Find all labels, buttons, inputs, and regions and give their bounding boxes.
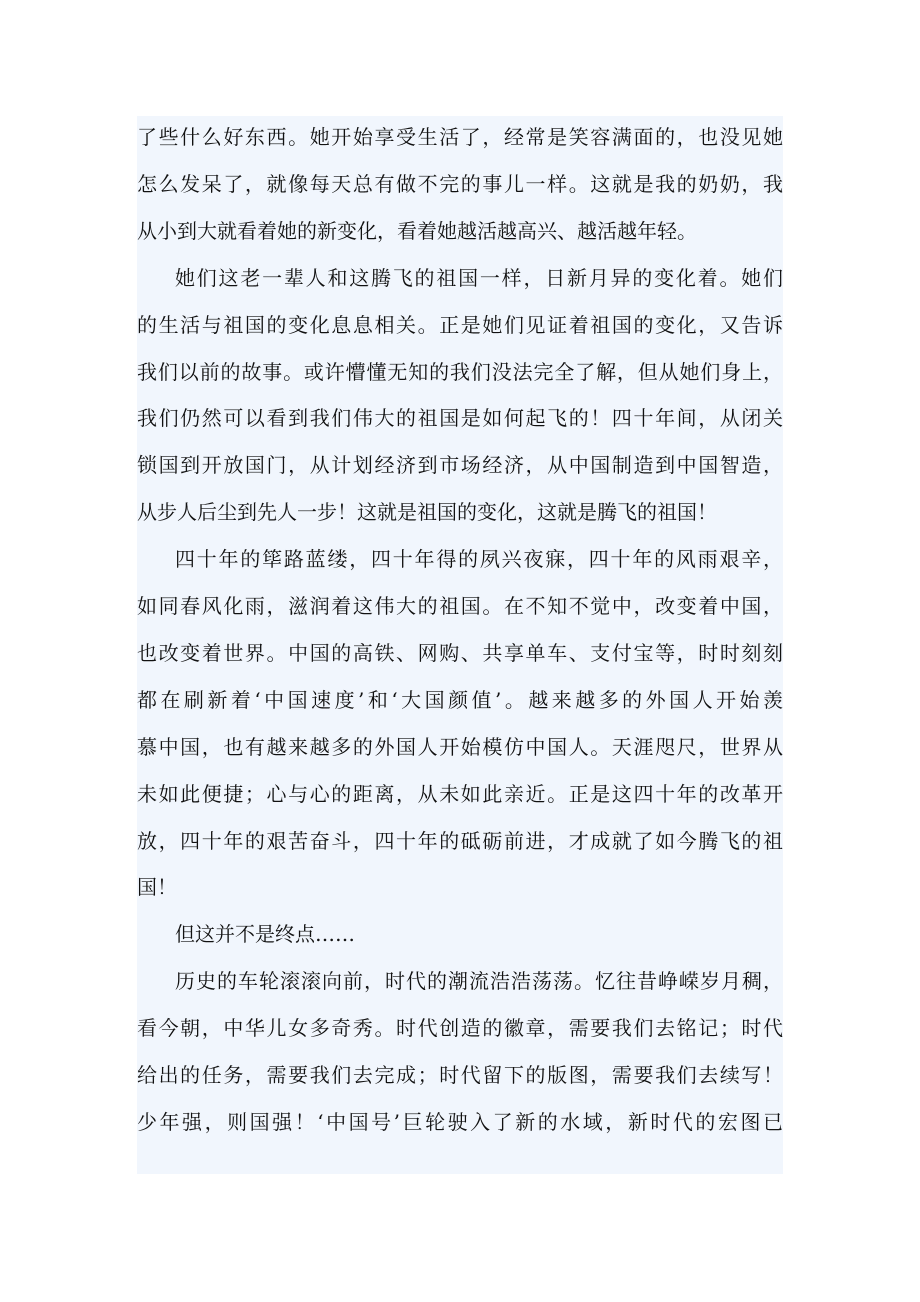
text-line: 从小到大就看着她的新变化，看着她越活越高兴、越活越年轻。	[137, 218, 697, 243]
text-line: 也改变着世界。中国的高铁、网购、共享单车、支付宝等，时时刻刻	[137, 640, 783, 665]
text-line: 国！	[137, 875, 177, 900]
text-line: 如同春风化雨，滋润着这伟大的祖国。在不知不觉中，改变着中国，	[137, 594, 783, 618]
text-line: 怎么发呆了，就像每天总有做不完的事儿一样。这就是我的奶奶，我	[137, 171, 783, 196]
text-line: 我们仍然可以看到我们伟大的祖国是如何起飞的！四十年间，从闭关	[137, 406, 783, 431]
text-line: 的生活与祖国的变化息息相关。正是她们见证着祖国的变化，又告诉	[137, 312, 783, 337]
text-line: 慕中国，也有越来越多的外国人开始模仿中国人。天涯咫尺，世界从	[137, 734, 783, 759]
text-line: 了些什么好东西。她开始享受生活了，经常是笑容满面的，也没见她	[137, 125, 783, 149]
text-line: 我们以前的故事。或许懵懂无知的我们没法完全了解，但从她们身上，	[137, 359, 783, 384]
text-line: 历史的车轮滚滚向前，时代的潮流浩浩荡荡。忆往昔峥嵘岁月稠，	[175, 969, 783, 994]
text-line: 都在刷新着‘中国速度’和‘大国颜值’。越来越多的外国人开始羡	[137, 687, 783, 712]
text-line: 给出的任务，需要我们去完成；时代留下的版图，需要我们去续写！	[137, 1063, 783, 1087]
text-line: 但这并不是终点……	[175, 922, 355, 947]
text-line: 放，四十年的艰苦奋斗，四十年的砥砺前进，才成就了如今腾飞的祖	[137, 828, 783, 853]
text-line: 锁国到开放国门，从计划经济到市场经济，从中国制造到中国智造，	[137, 453, 783, 478]
text-line: 她们这老一辈人和这腾飞的祖国一样，日新月异的变化着。她们	[175, 265, 783, 290]
body-text-block	[137, 116, 783, 1174]
text-line: 四十年的筚路蓝缕，四十年得的夙兴夜寐，四十年的风雨艰辛，	[175, 547, 783, 572]
text-line: 未如此便捷；心与心的距离，从未如此亲近。正是这四十年的改革开	[137, 781, 783, 806]
text-line: 从步人后尘到先人一步！这就是祖国的变化，这就是腾飞的祖国！	[137, 500, 717, 525]
text-line: 少年强，则国强！‘中国号’巨轮驶入了新的水域，新时代的宏图已	[137, 1109, 783, 1134]
text-line: 看今朝，中华儿女多奇秀。时代创造的徽章，需要我们去铭记；时代	[137, 1016, 783, 1041]
